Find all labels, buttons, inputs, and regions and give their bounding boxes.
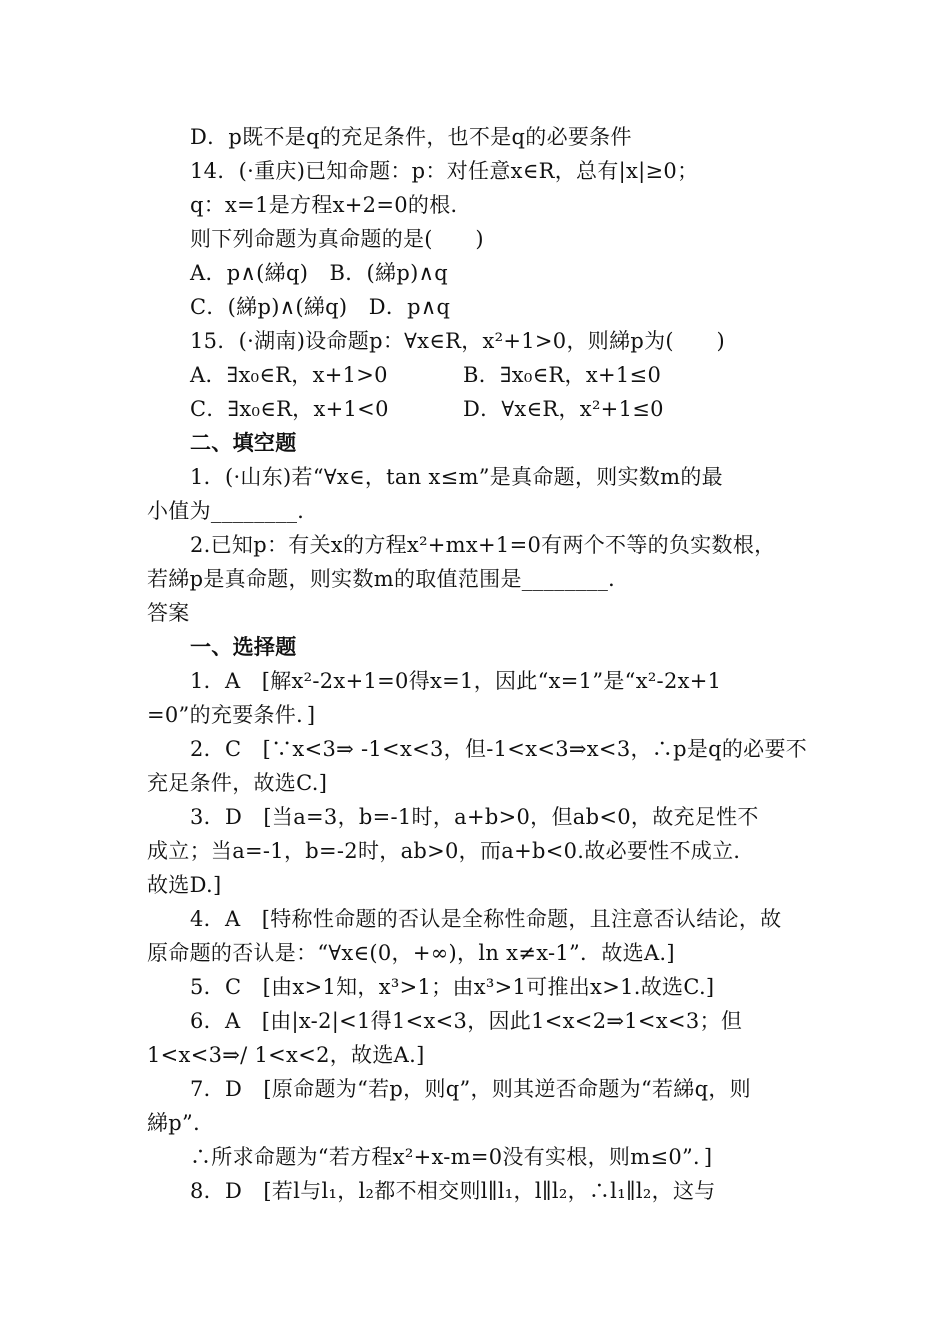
fill-question-1-cont: 小值为________．	[147, 499, 319, 523]
answer-7-conclusion: ∴所求命题为“若方程x²+x-m=0没有实根，则m≤0”．]	[190, 1145, 713, 1169]
answer-1-cont: =0”的充要条件．]	[147, 703, 316, 727]
section-fill-blank-heading: 二、填空题	[190, 430, 297, 455]
answer-2-cont: 充足条件，故选C.]	[147, 771, 328, 795]
answer-8: 8．D [若l与l₁，l₂都不相交则l∥l₁，l∥l₂，∴l₁∥l₂，这与	[190, 1179, 716, 1203]
option-14-d-prev: D．p既不是q的充足条件，也不是q的必要条件	[190, 125, 632, 149]
answer-7: 7．D [原命题为“若p，则q”，则其逆否命题为“若綈q，则	[190, 1077, 751, 1101]
question-15-option-d: D．∀x∈R，x²+1≤0	[463, 397, 664, 421]
answer-6-cont: 1<x<3⇒/ 1<x<2，故选A.]	[147, 1043, 425, 1067]
answer-3: 3．D [当a=3，b=-1时，a+b>0，但ab<0，故充足性不	[190, 805, 759, 829]
section-choice-heading: 一、选择题	[190, 634, 297, 659]
question-14-q: q：x=1是方程x+2=0的根．	[190, 193, 472, 217]
answers-heading: 答案	[147, 601, 190, 625]
question-14-prompt: 则下列命题为真命题的是( )	[190, 227, 484, 251]
fill-question-2-cont: 若綈p是真命题，则实数m的取值范围是________．	[147, 567, 630, 591]
question-15-option-c: C．∃x₀∈R，x+1<0	[190, 397, 389, 421]
answer-5: 5．C [由x>1知，x³>1；由x³>1可推出x>1.故选C.]	[190, 975, 715, 999]
answer-3-cont: 成立；当a=-1，b=-2时，ab>0，而a+b<0.故必要性不成立．	[147, 839, 755, 863]
answer-2: 2．C [∵x<3⇒ -1<x<3，但-1<x<3⇒x<3，∴p是q的必要不	[190, 737, 808, 761]
answer-4: 4．A [特称性命题的否认是全称性命题，且注意否认结论，故	[190, 907, 782, 931]
answer-3-end: 故选D.]	[147, 873, 222, 897]
fill-question-2: 2.已知p：有关x的方程x²+mx+1=0有两个不等的负实数根，	[190, 533, 776, 557]
question-14-options-cd: C．(綈p)∧(綈q) D．p∧q	[190, 295, 451, 319]
question-15: 15．(·湖南)设命题p：∀x∈R，x²+1>0，则綈p为( )	[190, 329, 726, 353]
question-15-option-b: B．∃x₀∈R，x+1≤0	[463, 363, 662, 387]
question-14-options-ab: A．p∧(綈q) B．(綈p)∧q	[190, 261, 448, 285]
question-15-option-a: A．∃x₀∈R，x+1>0	[190, 363, 388, 387]
question-14: 14．(·重庆)已知命题：p：对任意x∈R，总有|x|≥0；	[190, 159, 699, 183]
answer-6: 6．A [由|x-2|<1得1<x<3，因此1<x<2⇒1<x<3；但	[190, 1009, 743, 1033]
answer-7-cont: 綈p”．	[147, 1111, 215, 1135]
answer-1: 1．A [解x²-2x+1=0得x=1，因此“x=1”是“x²-2x+1	[190, 669, 722, 693]
fill-question-1: 1．(·山东)若“∀x∈，tan x≤m”是真命题，则实数m的最	[190, 465, 723, 489]
answer-4-cont: 原命题的否认是：“∀x∈(0，+∞)，ln x≠x-1”．故选A.]	[147, 941, 675, 965]
